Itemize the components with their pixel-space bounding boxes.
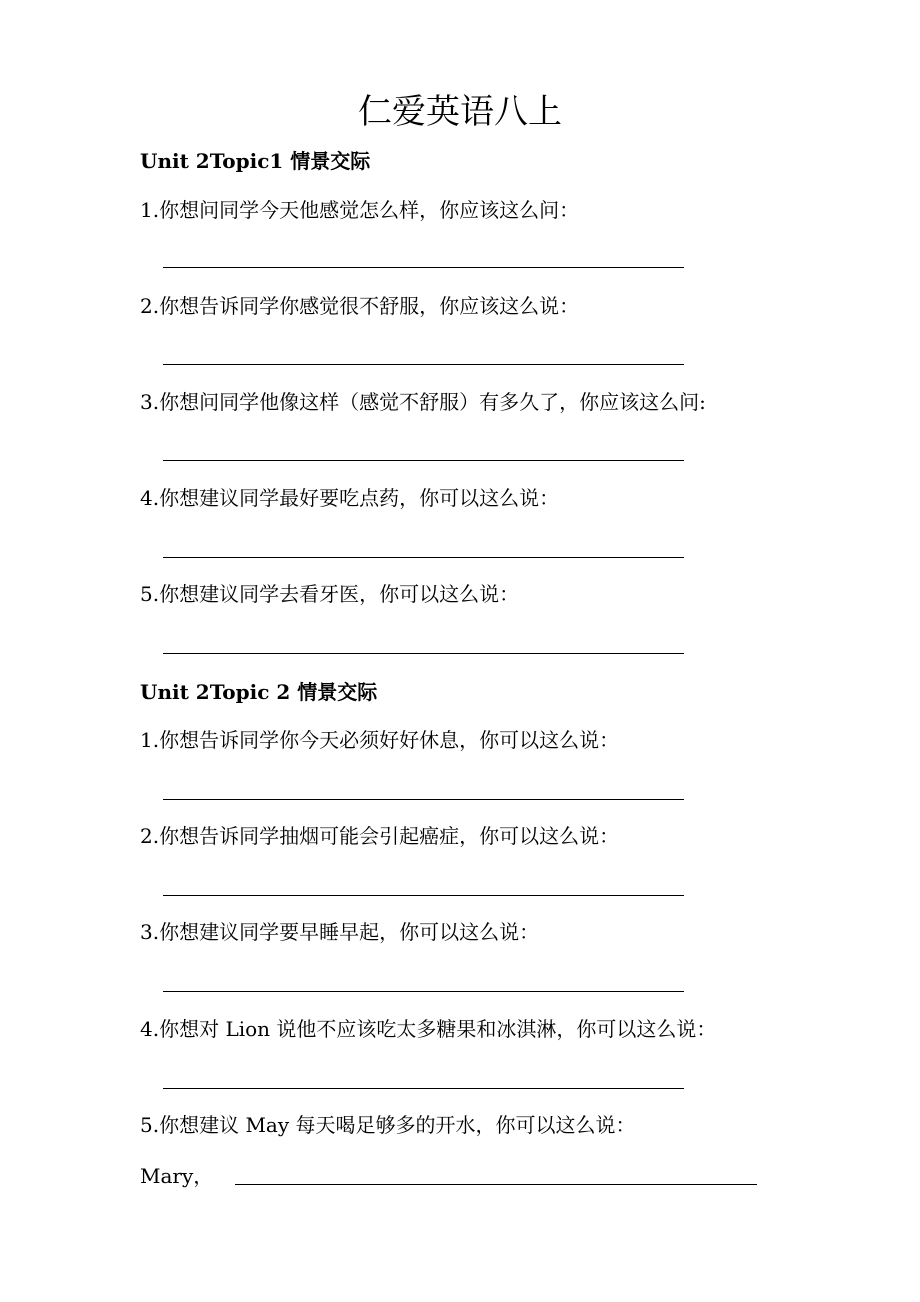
topic2-answer-line-4[interactable] [163, 1088, 684, 1089]
topic1-question-3: 3.你想问同学他像这样（感觉不舒服）有多久了，你应该这么问: [140, 390, 706, 414]
topic1-question-1: 1.你想问同学今天他感觉怎么样，你应该这么问： [140, 198, 580, 222]
topic1-question-5: 5.你想建议同学去看牙医，你可以这么说： [140, 582, 520, 606]
topic1-answer-line-1[interactable] [163, 267, 684, 268]
topic2-answer-line-2[interactable] [163, 895, 684, 896]
page-title: 仁爱英语八上 [358, 92, 562, 132]
topic1-answer-line-2[interactable] [163, 364, 684, 365]
topic2-question-2: 2.你想告诉同学抽烟可能会引起癌症，你可以这么说： [140, 824, 620, 848]
topic1-answer-line-3[interactable] [163, 460, 684, 461]
topic1-answer-line-4[interactable] [163, 557, 684, 558]
topic2-answer-line-1[interactable] [163, 799, 684, 800]
topic1-question-2: 2.你想告诉同学你感觉很不舒服，你应该这么说： [140, 294, 580, 318]
topic1-heading: Unit 2Topic1 情景交际 [140, 149, 371, 173]
topic2-question-1: 1.你想告诉同学你今天必须好好休息，你可以这么说： [140, 728, 620, 752]
topic2-answer-line-5[interactable] [235, 1184, 757, 1185]
answer-prefix-mary: Mary， [140, 1164, 214, 1188]
topic1-answer-line-5[interactable] [163, 653, 684, 654]
topic2-question-4: 4.你想对 Lion 说他不应该吃太多糖果和冰淇淋，你可以这么说： [140, 1017, 717, 1041]
topic2-answer-line-3[interactable] [163, 991, 684, 992]
topic2-heading: Unit 2Topic 2 情景交际 [140, 680, 378, 704]
topic2-question-3: 3.你想建议同学要早睡早起，你可以这么说： [140, 920, 540, 944]
topic2-question-5: 5.你想建议 May 每天喝足够多的开水，你可以这么说： [140, 1113, 636, 1137]
topic1-question-4: 4.你想建议同学最好要吃点药，你可以这么说： [140, 486, 560, 510]
